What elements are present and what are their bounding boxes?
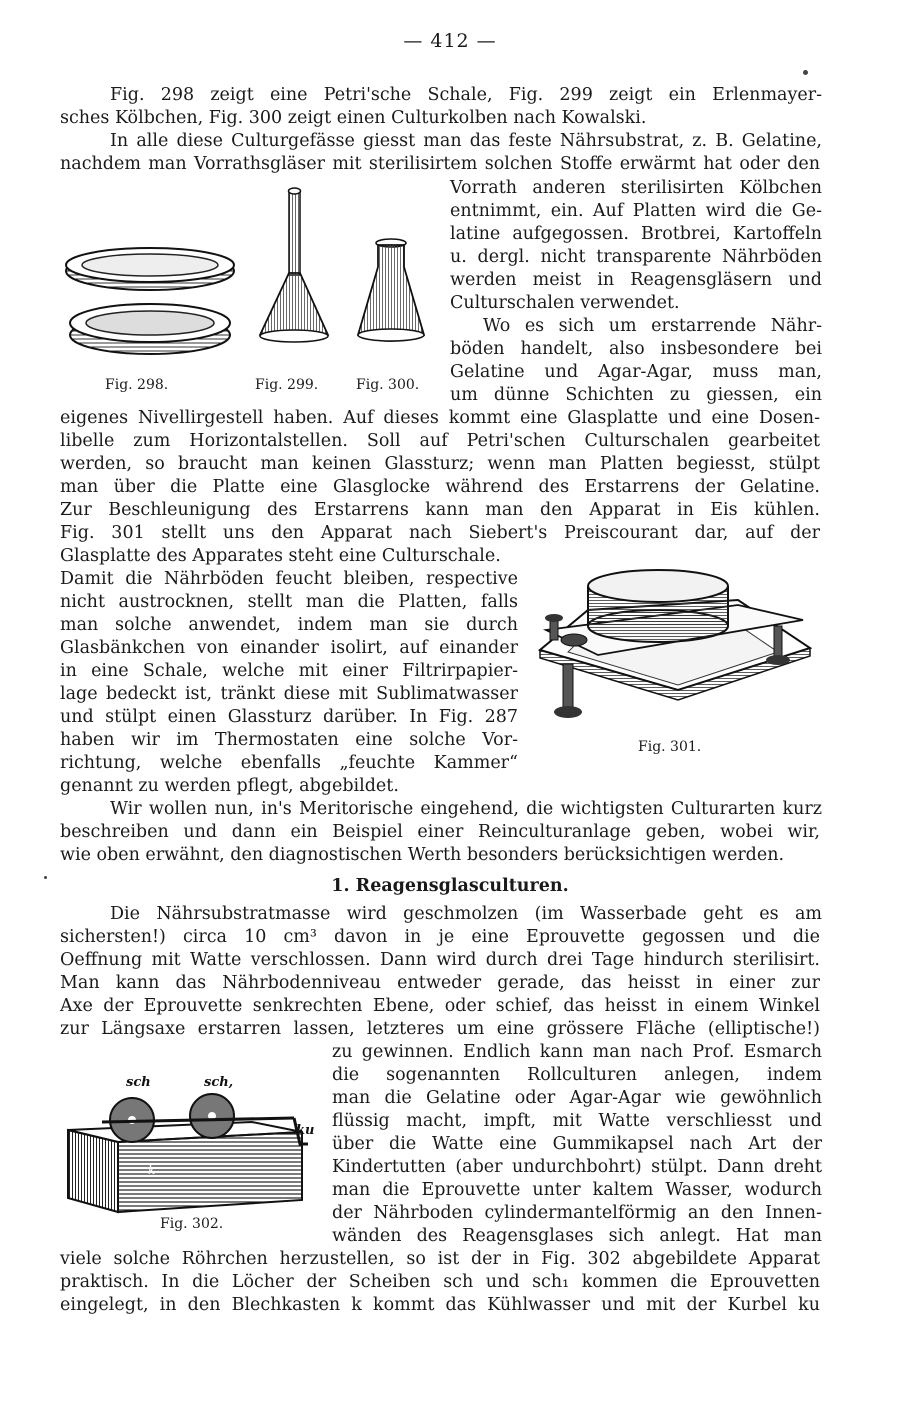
text-line: Glasplatte des Apparates steht eine Culturschale. xyxy=(60,546,501,566)
text-line: wie oben erwähnt, den diagnostischen Werth besonders berücksichtigen werden. xyxy=(60,845,785,865)
erlenmeyer-flask-drawing xyxy=(260,188,328,342)
text-line: u. dergl. nicht transparente Nährböden xyxy=(450,247,822,267)
text-line: In alle diese Culturgefässe giesst man das feste Nährsubstrat, z. B. Gelatine, xyxy=(110,131,822,151)
text-line: um dünne Schichten zu giessen, ein xyxy=(450,385,822,405)
text-line: zu gewinnen. Endlich kann man nach Prof. Esmarch xyxy=(332,1042,822,1062)
figures-298-300 xyxy=(60,185,440,363)
text-line: der Nährboden cylindermantelförmig an den Innen- xyxy=(332,1203,822,1223)
text-line: Wo es sich um erstarrende Nähr- xyxy=(483,316,822,336)
text-line: werden, so braucht man keinen Glassturz; wenn man Platten begiesst, stülpt xyxy=(60,454,820,474)
text-line: eigenes Nivellirgestell haben. Auf dieses kommt eine Glasplatte und eine Dosen- xyxy=(60,408,820,428)
text-line: Gelatine und Agar-Agar, muss man, xyxy=(450,362,822,382)
text-line: entnimmt, ein. Auf Platten wird die Ge- xyxy=(450,201,822,221)
text-line: Glasbänkchen von einander isolirt, auf einander xyxy=(60,638,518,658)
text-line: werden meist in Reagensgläsern und xyxy=(450,270,822,290)
text-line: nachdem man Vorrathsgläser mit sterilisirtem solchen Stoffe erwärmt hat oder den xyxy=(60,154,820,174)
text-line: richtung, welche ebenfalls „feuchte Kammer“ xyxy=(60,753,518,773)
text-line: man über die Platte eine Glasglocke während des Erstarrens der Gelatine. xyxy=(60,477,820,497)
text-line: Man kann das Nährbodenniveau entweder gerade, das heisst in einer zur xyxy=(60,973,820,993)
label-sch1: sch, xyxy=(204,1075,234,1090)
text-line: Zur Beschleunigung des Erstarrens kann man den Apparat in Eis kühlen. xyxy=(60,500,820,520)
petri-dish-drawing xyxy=(66,248,234,354)
text-line: viele solche Röhrchen herzustellen, so ist der in Fig. 302 abgebildete Apparat xyxy=(60,1249,820,1269)
text-line: Vorrath anderen sterilisirten Kölbchen xyxy=(450,178,822,198)
text-line: man die Eprouvette unter kaltem Wasser, wodurch xyxy=(332,1180,822,1200)
text-line: Damit die Nährböden feucht bleiben, respective xyxy=(60,569,518,589)
text-line: Axe der Eprouvette senkrechten Ebene, oder schief, das heisst in einem Winkel xyxy=(60,996,820,1016)
label-k: k xyxy=(148,1163,156,1177)
text-line: und stülpt einen Glassturz darüber. In Fig. 287 xyxy=(60,707,518,727)
text-line: flüssig macht, impft, mit Watte verschliesst und xyxy=(332,1111,822,1131)
caption-fig-300: Fig. 300. xyxy=(356,377,420,393)
text-line: Oeffnung mit Watte verschlossen. Dann wird durch drei Tage hindurch sterilisirt. xyxy=(60,950,820,970)
text-line: Culturschalen verwendet. xyxy=(450,293,680,313)
text-line: die sogenannten Rollculturen anlegen, indem xyxy=(332,1065,822,1085)
text-line: sichersten!) circa 10 cm³ davon in je eine Eprouvette gegossen und die xyxy=(60,927,820,947)
text-line: eingelegt, in den Blechkasten k kommt das Kühlwasser und mit der Kurbel ku xyxy=(60,1295,820,1315)
text-line: Kindertutten (aber undurchbohrt) stülpt. Dann dreht xyxy=(332,1157,822,1177)
label-ku: ku xyxy=(296,1123,315,1138)
text-line: über die Watte eine Gummikapsel nach Art der xyxy=(332,1134,822,1154)
text-line: man solche anwendet, indem man sie durch xyxy=(60,615,518,635)
text-line: praktisch. In die Löcher der Scheiben sch und sch₁ kommen die Eprouvetten xyxy=(60,1272,820,1292)
text-line: latine aufgegossen. Brotbrei, Kartoffeln xyxy=(450,224,822,244)
caption-fig-298: Fig. 298. xyxy=(105,377,169,393)
text-line: sches Kölbchen, Fig. 300 zeigt einen Culturkolben nach Kowalski. xyxy=(60,108,647,128)
section-heading: 1. Reagensglasculturen. xyxy=(331,876,569,896)
ink-speck xyxy=(803,70,808,75)
text-line: beschreiben und dann ein Beispiel einer Reinculturanlage geben, wobei wir, xyxy=(60,822,820,842)
text-line: man die Gelatine oder Agar-Agar wie gewöhnlich xyxy=(332,1088,822,1108)
page-number: — 412 — xyxy=(403,30,497,52)
text-line: Fig. 301 stellt uns den Apparat nach Siebert's Preiscourant dar, auf der xyxy=(60,523,820,543)
text-line: nicht austrocknen, stellt man die Platten, falls xyxy=(60,592,518,612)
text-line: Die Nährsubstratmasse wird geschmolzen (im Wasserbade geht es am xyxy=(110,904,822,924)
text-line: genannt zu werden pflegt, abgebildet. xyxy=(60,776,399,796)
text-line: wänden des Reagensglases sich anlegt. Hat man xyxy=(332,1226,822,1246)
text-line: haben wir im Thermostaten eine solche Vor- xyxy=(60,730,518,750)
caption-fig-301: Fig. 301. xyxy=(638,739,702,755)
figure-302-roll-culture-apparatus xyxy=(62,1072,324,1222)
caption-fig-299: Fig. 299. xyxy=(255,377,319,393)
caption-fig-302: Fig. 302. xyxy=(160,1216,224,1232)
text-line: böden handelt, also insbesondere bei xyxy=(450,339,822,359)
text-line: lage bedeckt ist, tränkt diese mit Sublimatwasser xyxy=(60,684,518,704)
text-line: Fig. 298 zeigt eine Petri'sche Schale, Fig. 299 zeigt ein Erlenmayer- xyxy=(110,85,822,105)
figure-301-leveling-stand xyxy=(528,560,820,740)
text-line: zur Längsaxe erstarren lassen, letzteres um eine grössere Fläche (elliptische!) xyxy=(60,1019,820,1039)
culture-flask-drawing xyxy=(358,239,424,341)
label-sch: sch xyxy=(126,1075,151,1090)
text-line: libelle zum Horizontalstellen. Soll auf Petri'schen Culturschalen gearbeitet xyxy=(60,431,820,451)
text-line: in eine Schale, welche mit einer Filtrirpapier- xyxy=(60,661,518,681)
text-line: Wir wollen nun, in's Meritorische eingehend, die wichtigsten Culturarten kurz xyxy=(110,799,822,819)
